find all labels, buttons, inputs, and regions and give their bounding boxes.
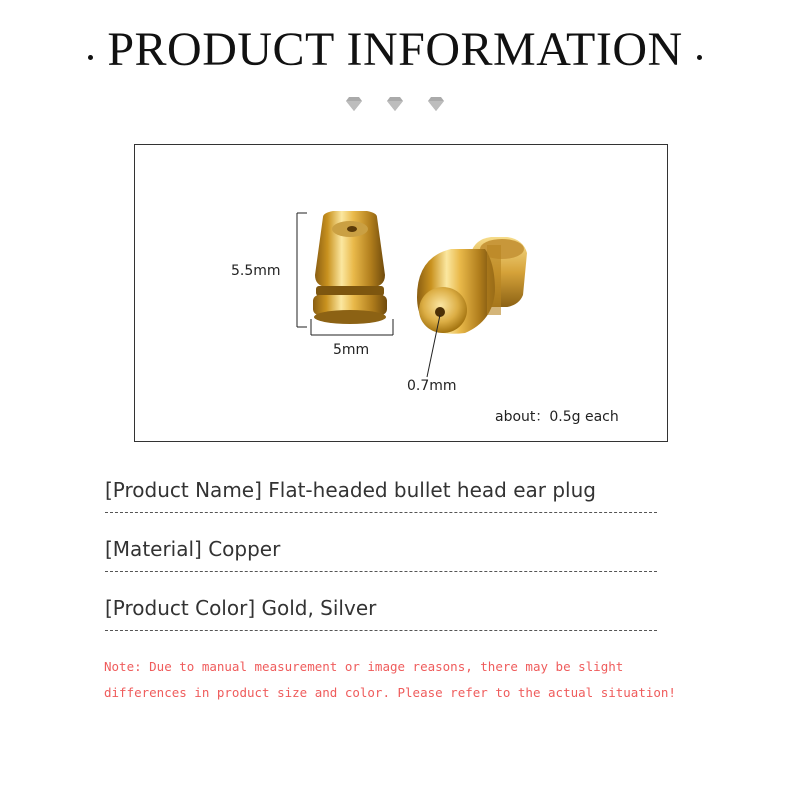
diamond-divider — [0, 96, 790, 115]
detail-material — [105, 536, 660, 572]
note-line-1: Note: Due to manual measurement or image reasons, there may be slight — [104, 659, 624, 674]
detail-text: [Product Name] Flat-headed bullet head ear plug — [105, 478, 596, 502]
detail-product-color — [105, 595, 660, 631]
width-dimension-label: 5mm — [333, 342, 370, 358]
dashed-divider — [105, 571, 657, 572]
detail-text: [Product Color] Gold, Silver — [105, 596, 377, 620]
page-title-text: PRODUCT INFORMATION — [107, 23, 683, 76]
diamond-icon — [387, 97, 403, 111]
earplug-side-view — [313, 211, 387, 324]
page-title — [0, 22, 790, 78]
title-dot-right — [697, 55, 702, 60]
detail-text: [Material] Copper — [105, 537, 281, 561]
note-line-2: differences in product size and color. Please refer to the actual situation! — [104, 685, 676, 700]
weight-label: about：0.5g each — [495, 409, 619, 425]
diamond-icon — [346, 97, 362, 111]
hole-dimension-label: 0.7mm — [407, 378, 457, 394]
height-dimension-label: 5.5mm — [231, 263, 281, 279]
earplug-front-view — [417, 237, 527, 334]
product-photo — [135, 145, 667, 441]
product-image-frame — [134, 144, 668, 442]
title-dot-left — [88, 55, 93, 60]
dashed-divider — [105, 512, 657, 513]
detail-product-name — [105, 477, 660, 513]
diamond-icon — [428, 97, 444, 111]
dashed-divider — [105, 630, 657, 631]
disclaimer-note — [104, 654, 744, 706]
